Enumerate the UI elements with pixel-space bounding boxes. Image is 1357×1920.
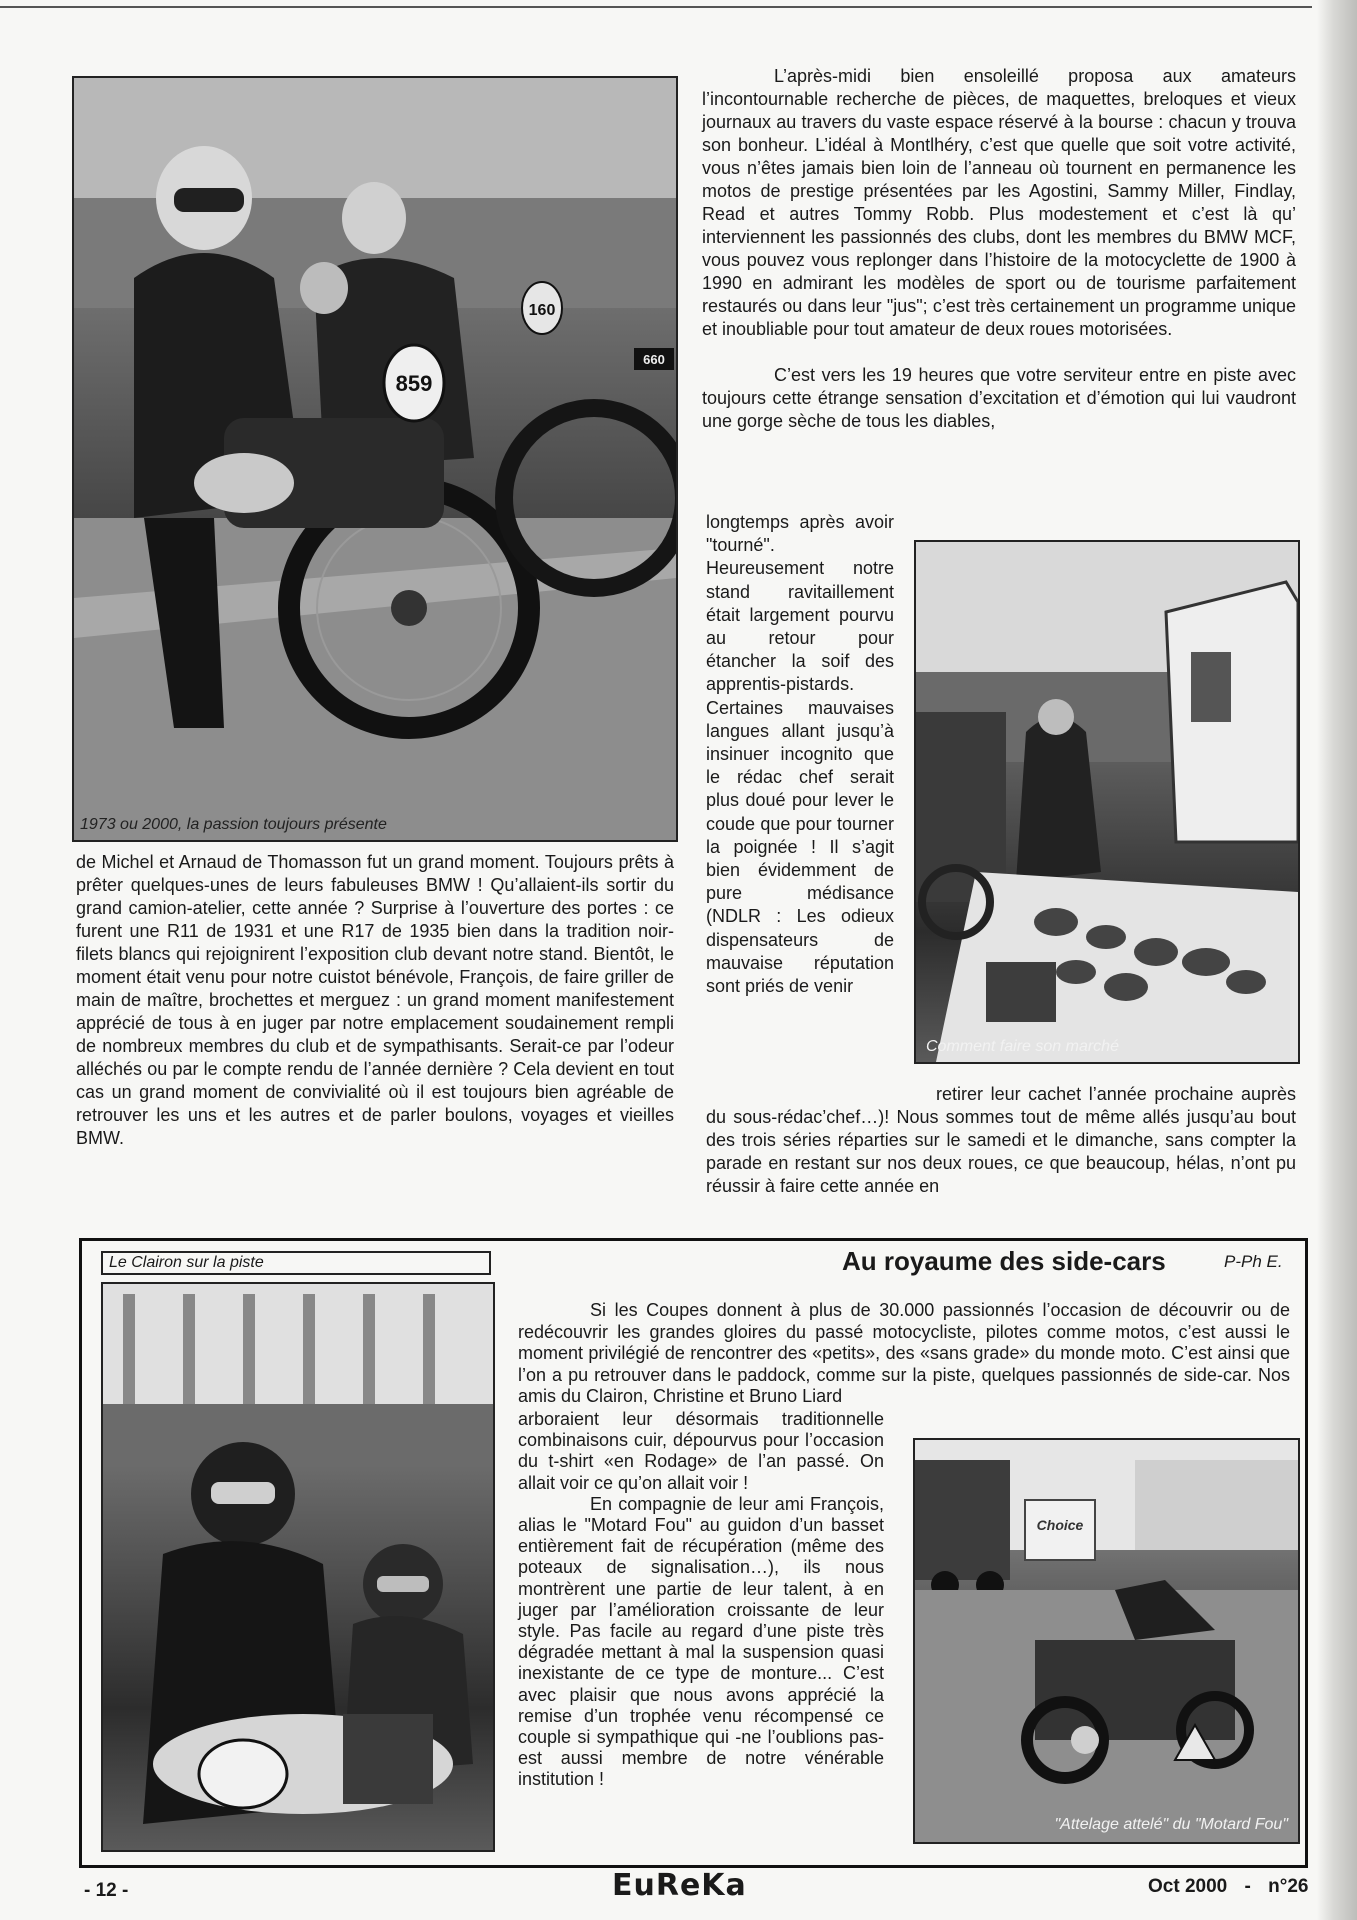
article-intro-text xyxy=(702,65,1296,433)
race-plate-160: 160 xyxy=(528,302,556,319)
top-rule xyxy=(0,6,1312,8)
photo-attelage-caption: "Attelage attelé" du "Motard Fou" xyxy=(1054,1816,1288,1833)
sidecar-wide-text xyxy=(518,1300,1290,1408)
race-plate-859: 859 xyxy=(395,371,433,396)
article-para2-narrow: longtemps après avoir "tourné". Heureusement notre stand ravitaillement était largement pourvu au retour pour étancher la soif des apprentis-pistards. Certaines mauvaises langues allant jusqu’à insinuer incognito que le rédac chef serait plus doué pour lever le coude que pour tourner la poignée ! Il s’agit bien évidemment de pure médisance (NDLR : Les odieux dispensateurs de mauvaise réputation sont priés de venir xyxy=(706,512,894,997)
article-para2-top: C’est vers les 19 heures que votre serviteur entre en piste avec toujours cette étrange sensation d’excitation et d’émotion qui lui vaudront une gorge sèche de tous les diables, xyxy=(702,365,1296,431)
sidecar-narrow-text xyxy=(518,1409,884,1791)
magazine-logo: EuReKa xyxy=(612,1868,747,1903)
photo-clairon xyxy=(101,1282,495,1852)
issue-separator: - xyxy=(1244,1876,1251,1897)
article-para2-bottom-block xyxy=(706,1083,1296,1198)
sidecar-title: Au royaume des side-cars xyxy=(842,1246,1166,1276)
clairon-caption xyxy=(101,1251,491,1275)
issue-number: n°26 xyxy=(1268,1876,1309,1897)
photo-market-drawing xyxy=(916,542,1298,1062)
photo-bikes xyxy=(72,76,678,842)
sidecar-wide-paragraph: Si les Coupes donnent à plus de 30.000 passionnés l’occasion de découvrir ou de redécouvrir les grandes gloires du passé motocycliste, pilotes comme motos, c’est aussi le moment privilégié de rencontrer des «petits», des «sans grade» du monde moto. C’est ainsi que l’on a pu retrouver dans le paddock, comme sur la piste, quelques passionnés de side-car. Nos amis du Clairon, Christine et Bruno Liard xyxy=(518,1300,1290,1406)
photo-bikes-caption: 1973 ou 2000, la passion toujours présente xyxy=(80,816,387,833)
article-left-column xyxy=(76,851,674,1150)
clairon-caption-text: Le Clairon sur la piste xyxy=(109,1254,264,1271)
article-left-paragraph: de Michel et Arnaud de Thomasson fut un grand moment. Toujours prêts à prêter quelques-unes de leurs fabuleuses BMW ! Qu’allaient-ils sortir du grand camion-atelier, cette année ? Surprise à l’ouverture des portes : ce furent une R11 de 1931 et une R17 de 1935 bien dans la tradition noir-filets blancs qui rejoignirent l’exposition club devant notre stand. Bientôt, le moment était venu pour notre cuistot bénévole, François, de faire griller de main de maître, brochettes et merguez : un grand moment manifestement apprécié de tous à en juger par notre emplacement soudainement rempli de nombreux membres du club et de sympathisants. Serait-ce par l’odeur alléchés ou par le compte rendu de l’année dernière ? Cela devient en tout cas un grand moment de convivialité où il est toujours bien agréable de retrouver les uns et les autres et de parler boulons, voyages et vieilles BMW. xyxy=(76,852,674,1148)
sidecar-narrow-paragraph: arboraient leur désormais traditionnelle combinaisons cuir, dépourvus pour l’occasion du t-shirt «en Rodage» de l’an passé. On allait voir ce qu’on allait voir ! xyxy=(518,1409,884,1493)
issue-date: Oct 2000 xyxy=(1148,1876,1228,1897)
article-narrow-column xyxy=(706,511,894,998)
sidecar-narrow-paragraph2: En compagnie de leur ami François, alias le "Motard Fou" au guidon d’un basset entièrement fait de récupération (même des poteaux de signalisation…), ils nous montrèrent une partie de leur talent, à en juger par l’amélioration croissante de leur style. Pas facile au regard d’une piste très dégradée mettant à mal la suspension quasi inexistante de ce type de monture... C’est avec plaisir que nous avons apprécié la remise d’un trophée venu récompensé ce couple si sympathique qui -ne l’oublions pas- est aussi membre de notre vénérable institution ! xyxy=(518,1493,884,1790)
license-plate: 660 xyxy=(643,352,665,367)
photo-bikes-drawing xyxy=(74,78,676,840)
page-number: - 12 - xyxy=(84,1880,129,1901)
issue-info xyxy=(1148,1876,1308,1898)
truck-sign: Choice xyxy=(1036,1517,1084,1533)
photo-clairon-drawing xyxy=(103,1284,493,1850)
photo-attelage xyxy=(913,1438,1300,1844)
page-edge-shadow xyxy=(1317,0,1357,1920)
photo-market xyxy=(914,540,1300,1064)
article-intro-paragraph: L’après-midi bien ensoleillé proposa aux amateurs l’incontournable recherche de pièces, de maquettes, breloques et vieux journaux au travers du vaste espace réservé à la bourse : chacun y trouva son bonheur. L’idéal à Montlhéry, c’est que quelle que soit votre activité, vous n’êtes jamais bien loin de l’anneau où tournent en permanence les motos de prestige présentées par les Agostini, Sammy Miller, Findlay, Read et autres Tommy Robb. Plus modestement et c’est là qu’ interviennent les passionnés des clubs, dont les membres du BMW MCF, vous pouvez vous replonger dans l’histoire de la motocyclette de 1900 à 1990 en admirant les modèles de sport ou de tourisme parfaitement restaurés ou dans leur "jus"; c’est très certainement un programme unique et inoubliable pour tout amateur de deux roues motorisées. xyxy=(702,66,1296,339)
photo-attelage-drawing xyxy=(915,1440,1298,1842)
sidecar-author: P-Ph E. xyxy=(1224,1252,1283,1271)
photo-market-caption: Comment faire son marché xyxy=(926,1038,1119,1055)
article-para2-bottom: retirer leur cachet l’année prochaine auprès du sous-rédac’chef…)! Nous sommes tout de même allés jusqu’au bout des trois séries réparties sur le samedi et le dimanche, sans compter la parade en restant sur nos deux roues, ce que beaucoup, hélas, n’ont pu réussir à faire cette année en xyxy=(706,1084,1296,1196)
